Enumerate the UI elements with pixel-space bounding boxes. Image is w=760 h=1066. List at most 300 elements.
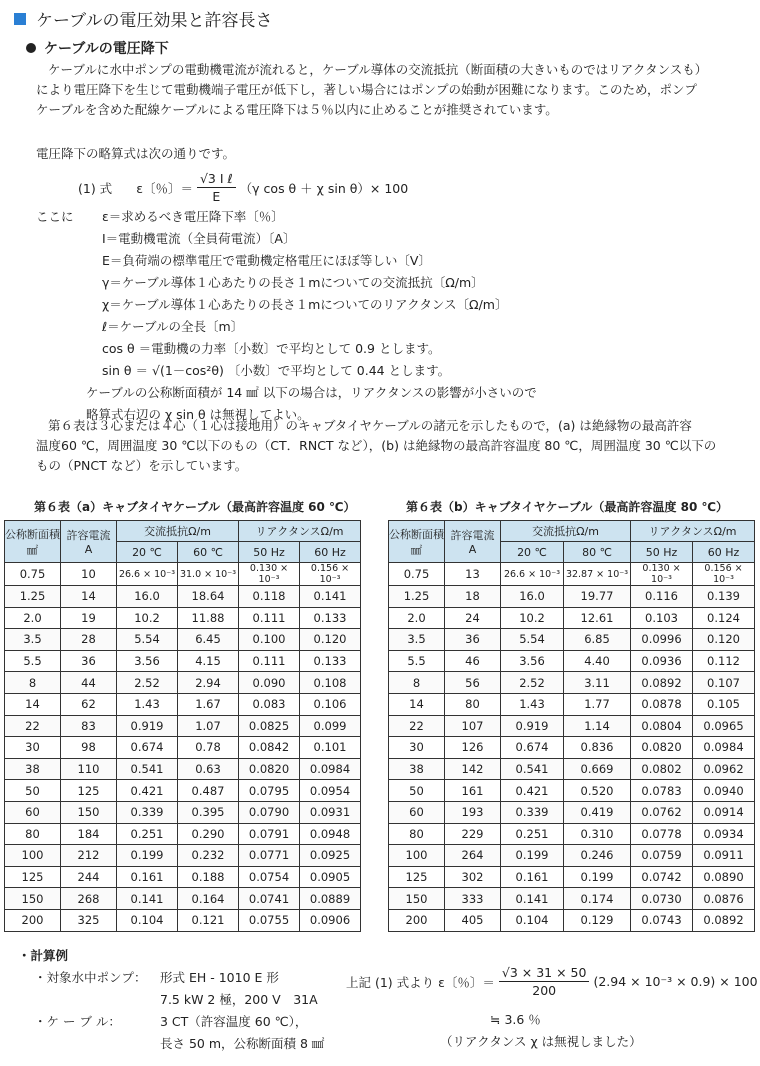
- table-cell: 28: [61, 629, 117, 651]
- table-row: [389, 780, 755, 802]
- table-cell: 0.0755: [239, 909, 300, 931]
- table-cell: 14: [61, 586, 117, 608]
- table-cell: 0.0925: [300, 845, 361, 867]
- definition-item: sin θ ＝ √(1－cos²θ) 〔小数〕で平均として 0.44 とします。: [102, 363, 451, 378]
- table-cell: 126: [445, 737, 501, 759]
- table-a: [4, 520, 361, 932]
- table-cell: 0.541: [117, 758, 178, 780]
- table-cell: 36: [445, 629, 501, 651]
- table-cell: 333: [445, 888, 501, 910]
- table-intro-line: もの（PNCT など）を示しています。: [36, 458, 248, 473]
- section-heading-text: ケーブルの電圧降下: [44, 41, 169, 57]
- formula-lhs: ε〔％〕＝: [136, 180, 193, 196]
- table-cell: 0.199: [564, 866, 631, 888]
- table-cell: 0.0934: [693, 823, 755, 845]
- table-cell: 142: [445, 758, 501, 780]
- formula-intro: 電圧降下の略算式は次の通りです。: [36, 146, 236, 161]
- table-cell: 0.116: [631, 586, 693, 608]
- sub-header: 20 ℃: [117, 542, 178, 563]
- table-cell: 0.118: [239, 586, 300, 608]
- table-row: [5, 801, 361, 823]
- table-cell: 0.120: [693, 629, 755, 651]
- table-cell: 0.0795: [239, 780, 300, 802]
- table-cell: 0.0931: [300, 801, 361, 823]
- col-header-reactance: リアクタンスΩ/m: [239, 521, 361, 542]
- table-cell: 22: [5, 715, 61, 737]
- voltage-drop-formula: [78, 170, 408, 205]
- table-cell: 19: [61, 607, 117, 629]
- calc-fraction: [499, 964, 590, 999]
- table-row: [389, 909, 755, 931]
- table-cell: 8: [5, 672, 61, 694]
- table-cell: 0.156 × 10⁻³: [300, 563, 361, 586]
- table-cell: 60: [389, 801, 445, 823]
- calc-cable-label: ・ケ ー ブ ル：: [34, 1014, 121, 1029]
- table-cell: 0.0754: [239, 866, 300, 888]
- calc-cable-line: 3 CT（許容温度 60 ℃），: [160, 1014, 308, 1029]
- table-row: [5, 563, 361, 586]
- definition-item: ℓ＝ケーブルの全長〔m〕: [102, 319, 244, 334]
- formula-fraction: [197, 170, 236, 205]
- table-cell: 11.88: [178, 607, 239, 629]
- definition-item: cos θ ＝電動機の力率〔小数〕で平均として 0.9 とします。: [102, 341, 441, 356]
- col-header-area: 公称断面積 ㎟: [5, 521, 61, 563]
- formula-rhs: （γ cos θ ＋ χ sin θ）× 100: [239, 180, 409, 196]
- table-cell: 0.339: [117, 801, 178, 823]
- table-cell: 268: [61, 888, 117, 910]
- table-cell: 0.674: [117, 737, 178, 759]
- table-cell: 38: [5, 758, 61, 780]
- table-intro-line: 第６表は３心または４心（１心は接地用）のキャブタイヤケーブルの諸元を示したもので，(a) は絶縁物の最高許容: [48, 418, 692, 433]
- calc-eq-rest: (2.94 × 10⁻³ × 0.9) × 100: [593, 974, 758, 989]
- table-row: [5, 758, 361, 780]
- table-cell: 16.0: [117, 586, 178, 608]
- note-line: 略算式右辺の χ sin θ は無視してよい。: [86, 407, 310, 422]
- table-cell: 150: [5, 888, 61, 910]
- table-cell: 0.0730: [631, 888, 693, 910]
- sub-header: 80 ℃: [564, 542, 631, 563]
- table-cell: 10.2: [117, 607, 178, 629]
- formula-numerator: √3 I ℓ: [197, 170, 236, 188]
- table-cell: 44: [61, 672, 117, 694]
- table-cell: 0.105: [693, 693, 755, 715]
- table-cell: 0.164: [178, 888, 239, 910]
- table-cell: 0.111: [239, 650, 300, 672]
- table-cell: 0.0878: [631, 693, 693, 715]
- table-cell: 26.6 × 10⁻³: [501, 563, 564, 586]
- table-cell: 0.520: [564, 780, 631, 802]
- table-cell: 5.5: [389, 650, 445, 672]
- table-cell: 0.188: [178, 866, 239, 888]
- table-row: [5, 780, 361, 802]
- table-cell: 62: [61, 693, 117, 715]
- table-row: [389, 672, 755, 694]
- table-cell: 125: [61, 780, 117, 802]
- table-cell: 0.0791: [239, 823, 300, 845]
- definition-item: ε＝求めるべき電圧降下率〔％〕: [102, 209, 284, 224]
- table-cell: 200: [5, 909, 61, 931]
- definition-item: χ＝ケーブル導体１心あたりの長さ１mについてのリアクタンス〔Ω/m〕: [102, 297, 508, 312]
- table-cell: 0.100: [239, 629, 300, 651]
- table-cell: 264: [445, 845, 501, 867]
- table-row: [389, 715, 755, 737]
- table-cell: 2.0: [389, 607, 445, 629]
- table-row: [5, 866, 361, 888]
- calc-cable-line: 長さ 50 m，公称断面積 8 ㎟: [160, 1036, 325, 1051]
- definition-item: I＝電動機電流（全員荷電流）〔A〕: [102, 231, 296, 246]
- sub-header: 60 Hz: [300, 542, 361, 563]
- table-cell: 100: [389, 845, 445, 867]
- table-cell: 150: [61, 801, 117, 823]
- table-cell: 0.0743: [631, 909, 693, 931]
- table-cell: 80: [5, 823, 61, 845]
- table-cell: 0.104: [501, 909, 564, 931]
- table-cell: 38: [389, 758, 445, 780]
- table-cell: 0.541: [501, 758, 564, 780]
- table-cell: 0.0984: [300, 758, 361, 780]
- table-cell: 193: [445, 801, 501, 823]
- table-cell: 0.0778: [631, 823, 693, 845]
- table-cell: 0.0984: [693, 737, 755, 759]
- calc-eq-prefix: 上記 (1) 式より ε〔％〕＝: [346, 974, 495, 990]
- table-cell: 0.75: [389, 563, 445, 586]
- definitions-list: [36, 206, 537, 426]
- calc-equation: [346, 964, 758, 999]
- table-cell: 30: [5, 737, 61, 759]
- table-cell: 1.14: [564, 715, 631, 737]
- table-cell: 184: [61, 823, 117, 845]
- table-cell: 0.669: [564, 758, 631, 780]
- table-cell: 0.75: [5, 563, 61, 586]
- table-cell: 0.199: [117, 845, 178, 867]
- table-cell: 0.0940: [693, 780, 755, 802]
- sub-header: 60 ℃: [178, 542, 239, 563]
- table-row: [389, 607, 755, 629]
- table-cell: 0.919: [501, 715, 564, 737]
- table-intro-line: 温度60 ℃，周囲温度 30 ℃以下のもの（CT．RNCT など），(b) は絶縁物の最高許容温度 80 ℃，周囲温度 30 ℃以下の: [36, 438, 717, 453]
- table-cell: 2.0: [5, 607, 61, 629]
- table-cell: 244: [61, 866, 117, 888]
- intro-line: ケーブルに水中ポンプの電動機電流が流れると，ケーブル導体の交流抵抗（断面積の大きいものではリアクタンスも）: [48, 62, 708, 77]
- table-cell: 3.56: [117, 650, 178, 672]
- table-cell: 80: [445, 693, 501, 715]
- definition-item: γ＝ケーブル導体１心あたりの長さ１mについての交流抵抗〔Ω/m〕: [102, 275, 484, 290]
- table-cell: 0.161: [117, 866, 178, 888]
- intro-paragraph: [36, 60, 748, 120]
- table-cell: 110: [61, 758, 117, 780]
- table-cell: 5.54: [501, 629, 564, 651]
- table-cell: 0.251: [501, 823, 564, 845]
- table-cell: 0.0820: [239, 758, 300, 780]
- section-heading: [26, 38, 169, 58]
- table-cell: 1.07: [178, 715, 239, 737]
- table-cell: 18.64: [178, 586, 239, 608]
- sub-header: 50 Hz: [239, 542, 300, 563]
- table-row: [389, 823, 755, 845]
- table-cell: 16.0: [501, 586, 564, 608]
- table-cell: 14: [5, 693, 61, 715]
- table-cell: 0.124: [693, 607, 755, 629]
- table-cell: 56: [445, 672, 501, 694]
- table-cell: 0.0742: [631, 866, 693, 888]
- note-line: ケーブルの公称断面積が 14 ㎟ 以下の場合は，リアクタンスの影響が小さいので: [86, 385, 537, 400]
- table-cell: 405: [445, 909, 501, 931]
- table-cell: 80: [389, 823, 445, 845]
- table-cell: 0.121: [178, 909, 239, 931]
- table-cell: 3.5: [389, 629, 445, 651]
- table-cell: 0.290: [178, 823, 239, 845]
- table-cell: 0.0954: [300, 780, 361, 802]
- col-header-area: 公称断面積 ㎟: [389, 521, 445, 563]
- table-row: [389, 758, 755, 780]
- table-cell: 125: [389, 866, 445, 888]
- table-cell: 0.0906: [300, 909, 361, 931]
- table-cell: 125: [5, 866, 61, 888]
- table-cell: 98: [61, 737, 117, 759]
- table-cell: 0.130 × 10⁻³: [631, 563, 693, 586]
- calc-pump-line: 7.5 kW 2 極，200 V 31A: [160, 992, 318, 1007]
- table-cell: 0.395: [178, 801, 239, 823]
- table-cell: 0.0948: [300, 823, 361, 845]
- table-cell: 0.0911: [693, 845, 755, 867]
- table-cell: 0.108: [300, 672, 361, 694]
- table-b: [388, 520, 755, 932]
- table-cell: 2.52: [501, 672, 564, 694]
- page-title-text: ケーブルの電圧効果と許容長さ: [36, 11, 273, 31]
- table-cell: 0.133: [300, 650, 361, 672]
- table-cell: 1.67: [178, 693, 239, 715]
- table-cell: 0.0762: [631, 801, 693, 823]
- table-cell: 100: [5, 845, 61, 867]
- table-cell: 0.0783: [631, 780, 693, 802]
- table-cell: 0.0804: [631, 715, 693, 737]
- table-cell: 0.0936: [631, 650, 693, 672]
- table-cell: 6.45: [178, 629, 239, 651]
- calc-numerator: √3 × 31 × 50: [499, 964, 590, 982]
- table-intro: [36, 416, 748, 476]
- col-header-reactance: リアクタンスΩ/m: [631, 521, 755, 542]
- table-cell: 1.43: [501, 693, 564, 715]
- intro-line: ケーブルを含めた配線ケーブルによる電圧降下は５％以内に止めることが推奨されています。: [36, 102, 558, 117]
- table-cell: 0.103: [631, 607, 693, 629]
- col-header-resistance: 交流抵抗Ω/m: [501, 521, 631, 542]
- table-cell: 0.141: [300, 586, 361, 608]
- table-cell: 1.43: [117, 693, 178, 715]
- table-cell: 8: [389, 672, 445, 694]
- bullet-icon: [26, 43, 36, 53]
- calc-denominator: 200: [532, 983, 557, 998]
- table-cell: 0.120: [300, 629, 361, 651]
- table-cell: 1.77: [564, 693, 631, 715]
- table-cell: 0.111: [239, 607, 300, 629]
- calc-pump-label: ・対象水中ポンプ：: [34, 970, 147, 985]
- table-cell: 0.836: [564, 737, 631, 759]
- table-cell: 0.0905: [300, 866, 361, 888]
- table-row: [5, 607, 361, 629]
- table-row: [5, 586, 361, 608]
- table-cell: 150: [389, 888, 445, 910]
- table-cell: 1.25: [5, 586, 61, 608]
- table-cell: 3.5: [5, 629, 61, 651]
- table-cell: 26.6 × 10⁻³: [117, 563, 178, 586]
- col-header-current: 許容電流 A: [445, 521, 501, 563]
- calc-result: ≒ 3.6 ％: [490, 1012, 541, 1027]
- table-cell: 0.130 × 10⁻³: [239, 563, 300, 586]
- table-cell: 0.251: [117, 823, 178, 845]
- table-cell: 13: [445, 563, 501, 586]
- table-cell: 50: [389, 780, 445, 802]
- table-cell: 0.78: [178, 737, 239, 759]
- table-cell: 0.246: [564, 845, 631, 867]
- sub-header: 50 Hz: [631, 542, 693, 563]
- table-cell: 200: [389, 909, 445, 931]
- table-row: [389, 586, 755, 608]
- table-cell: 0.0914: [693, 801, 755, 823]
- table-cell: 50: [5, 780, 61, 802]
- table-cell: 0.133: [300, 607, 361, 629]
- sub-header: 20 ℃: [501, 542, 564, 563]
- table-cell: 0.0962: [693, 758, 755, 780]
- table-cell: 0.339: [501, 801, 564, 823]
- title-marker-icon: [14, 13, 26, 25]
- table-cell: 2.94: [178, 672, 239, 694]
- table-cell: 0.139: [693, 586, 755, 608]
- col-header-resistance: 交流抵抗Ω/m: [117, 521, 239, 542]
- table-cell: 3.11: [564, 672, 631, 694]
- table-cell: 3.56: [501, 650, 564, 672]
- table-cell: 0.0790: [239, 801, 300, 823]
- table-row: [5, 715, 361, 737]
- table-cell: 5.54: [117, 629, 178, 651]
- table-cell: 0.0771: [239, 845, 300, 867]
- table-cell: 0.63: [178, 758, 239, 780]
- table-cell: 0.156 × 10⁻³: [693, 563, 755, 586]
- table-row: [5, 845, 361, 867]
- table-cell: 0.310: [564, 823, 631, 845]
- where-label: ここに: [36, 209, 74, 224]
- intro-line: により電圧降下を生じて電動機端子電圧が低下し，著しい場合にはポンプの始動が困難になります。このため，ポンプ: [36, 82, 698, 97]
- definition-item: E＝負荷端の標準電圧で電動機定格電圧にほぼ等しい〔V〕: [102, 253, 431, 268]
- table-cell: 0.104: [117, 909, 178, 931]
- table-row: [389, 563, 755, 586]
- formula-label: (1) 式: [78, 180, 113, 196]
- table-a-caption: 第６表（a）キャブタイヤケーブル（最高許容温度 60 ℃）: [34, 500, 356, 514]
- table-row: [389, 650, 755, 672]
- table-cell: 30: [389, 737, 445, 759]
- table-cell: 0.0892: [693, 909, 755, 931]
- table-cell: 0.674: [501, 737, 564, 759]
- table-cell: 12.61: [564, 607, 631, 629]
- table-cell: 0.232: [178, 845, 239, 867]
- table-cell: 229: [445, 823, 501, 845]
- table-cell: 0.112: [693, 650, 755, 672]
- table-cell: 32.87 × 10⁻³: [564, 563, 631, 586]
- table-cell: 0.487: [178, 780, 239, 802]
- table-cell: 0.0890: [693, 866, 755, 888]
- table-cell: 0.419: [564, 801, 631, 823]
- table-cell: 0.0996: [631, 629, 693, 651]
- table-cell: 0.0759: [631, 845, 693, 867]
- table-row: [5, 823, 361, 845]
- table-cell: 0.421: [117, 780, 178, 802]
- table-row: [5, 888, 361, 910]
- formula-denominator: E: [212, 189, 221, 204]
- table-cell: 325: [61, 909, 117, 931]
- table-cell: 0.083: [239, 693, 300, 715]
- table-cell: 0.106: [300, 693, 361, 715]
- table-row: [389, 845, 755, 867]
- page-title: [14, 6, 272, 31]
- sub-header: 60 Hz: [693, 542, 755, 563]
- table-cell: 60: [5, 801, 61, 823]
- table-cell: 0.090: [239, 672, 300, 694]
- table-row: [5, 629, 361, 651]
- table-cell: 107: [445, 715, 501, 737]
- table-cell: 10: [61, 563, 117, 586]
- table-cell: 6.85: [564, 629, 631, 651]
- table-cell: 0.141: [117, 888, 178, 910]
- table-cell: 18: [445, 586, 501, 608]
- table-cell: 0.0965: [693, 715, 755, 737]
- table-cell: 4.15: [178, 650, 239, 672]
- table-cell: 0.161: [501, 866, 564, 888]
- table-row: [389, 737, 755, 759]
- calc-heading: ・計算例: [18, 948, 69, 963]
- table-cell: 0.0802: [631, 758, 693, 780]
- table-b-caption: 第６表（b）キャブタイヤケーブル（最高許容温度 80 ℃）: [406, 500, 729, 514]
- table-row: [5, 737, 361, 759]
- table-cell: 46: [445, 650, 501, 672]
- table-row: [389, 888, 755, 910]
- table-row: [5, 693, 361, 715]
- table-cell: 0.0889: [300, 888, 361, 910]
- table-row: [389, 629, 755, 651]
- table-cell: 302: [445, 866, 501, 888]
- table-cell: 0.0825: [239, 715, 300, 737]
- calc-result-note: （リアクタンス χ は無視しました）: [440, 1034, 642, 1049]
- table-cell: 83: [61, 715, 117, 737]
- table-cell: 24: [445, 607, 501, 629]
- table-cell: 0.421: [501, 780, 564, 802]
- table-row: [389, 693, 755, 715]
- table-row: [5, 650, 361, 672]
- table-cell: 0.129: [564, 909, 631, 931]
- table-cell: 2.52: [117, 672, 178, 694]
- table-cell: 0.101: [300, 737, 361, 759]
- table-cell: 161: [445, 780, 501, 802]
- table-cell: 14: [389, 693, 445, 715]
- table-cell: 0.107: [693, 672, 755, 694]
- table-cell: 5.5: [5, 650, 61, 672]
- table-cell: 1.25: [389, 586, 445, 608]
- table-row: [5, 909, 361, 931]
- table-cell: 10.2: [501, 607, 564, 629]
- table-cell: 4.40: [564, 650, 631, 672]
- calc-pump-line: 形式 EH - 1010 E 形: [160, 970, 279, 985]
- table-cell: 19.77: [564, 586, 631, 608]
- table-cell: 36: [61, 650, 117, 672]
- table-cell: 0.0820: [631, 737, 693, 759]
- table-cell: 0.141: [501, 888, 564, 910]
- table-cell: 22: [389, 715, 445, 737]
- table-row: [5, 672, 361, 694]
- table-cell: 0.0741: [239, 888, 300, 910]
- table-cell: 0.0876: [693, 888, 755, 910]
- table-cell: 0.099: [300, 715, 361, 737]
- table-row: [389, 801, 755, 823]
- table-cell: 0.0842: [239, 737, 300, 759]
- col-header-current: 許容電流 A: [61, 521, 117, 563]
